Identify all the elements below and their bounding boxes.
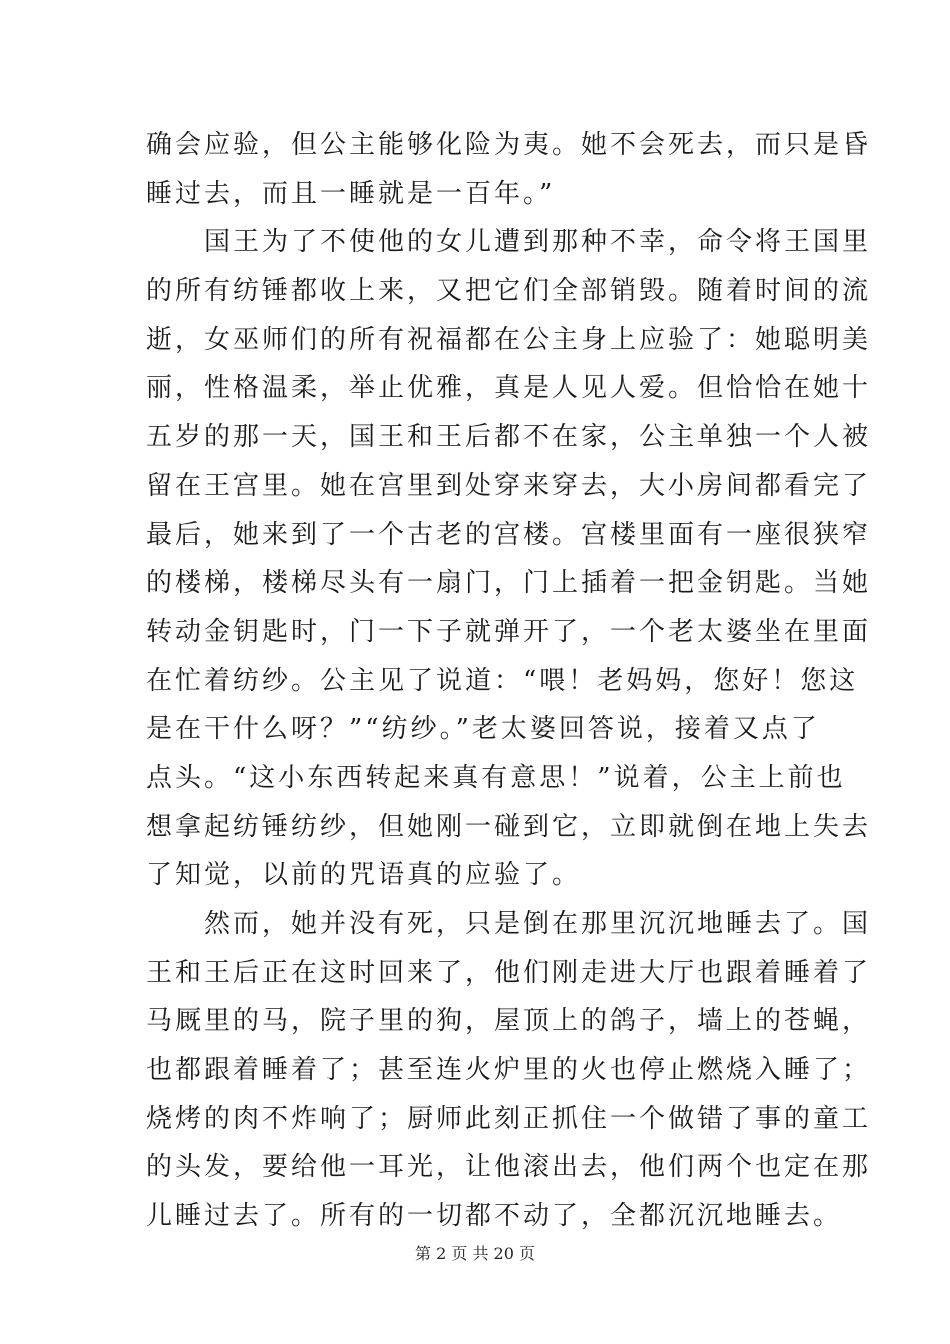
text-line: 转动金钥匙时，门一下子就弹开了，一个老太婆坐在里面	[146, 616, 872, 647]
text-line: 是在干什么呀？”“纺纱。”老太婆回答说，接着又点了	[146, 714, 820, 745]
text-line: 确会应验，但公主能够化险为夷。她不会死去，而只是昏	[146, 130, 872, 160]
text-line: 然而，她并没有死，只是倒在那里沉沉地睡去了。国	[146, 909, 872, 939]
text-line: 国王为了不使他的女儿遭到那种不幸，命令将王国里	[146, 227, 872, 258]
text-line: 儿睡过去了。所有的一切都不动了，全都沉沉地睡去。	[146, 1201, 843, 1232]
page-number-footer: 第 2 页 共 20 页	[415, 1244, 535, 1263]
text-line: 了知觉，以前的咒语真的应验了。	[146, 860, 582, 891]
text-line: 在忙着纺纱。公主见了说道：“喂！老妈妈，您好！您这	[146, 665, 859, 696]
text-line: 的所有纺锤都收上来，又把它们全部销毁。随着时间的流	[146, 276, 872, 307]
text-line: 烧烤的肉不炸响了；厨师此刻正抓住一个做错了事的童工	[146, 1103, 872, 1134]
text-line: 五岁的那一天，国王和王后都不在家，公主单独一个人被	[146, 422, 872, 453]
text-line: 逝，女巫师们的所有祝福都在公主身上应验了：她聪明美	[146, 324, 872, 355]
text-line: 点头。“这小东西转起来真有意思！”说着，公主上前也	[146, 762, 846, 793]
text-line: 睡过去，而且一睡就是一百年。”	[146, 178, 556, 209]
text-line: 想拿起纺锤纺纱，但她刚一碰到它，立即就倒在地上失去	[146, 811, 872, 842]
text-line: 王和王后正在这时回来了，他们刚走进大厅也跟着睡着了	[146, 957, 872, 988]
text-line: 留在王宫里。她在宫里到处穿来穿去，大小房间都看完了	[146, 470, 872, 501]
body-text	[146, 121, 872, 1241]
text-line: 丽，性格温柔，举止优雅，真是人见人爱。但恰恰在她十	[146, 373, 872, 404]
text-line: 马厩里的马，院子里的狗，屋顶上的鸽子，墙上的苍蝇，	[146, 1006, 872, 1037]
text-line: 的楼梯，楼梯尽头有一扇门，门上插着一把金钥匙。当她	[146, 568, 872, 599]
text-line: 的头发，要给他一耳光，让他滚出去，他们两个也定在那	[146, 1152, 872, 1183]
text-line: 也都跟着睡着了；甚至连火炉里的火也停止燃烧入睡了；	[146, 1055, 872, 1086]
text-line: 最后，她来到了一个古老的宫楼。宫楼里面有一座很狭窄	[146, 519, 872, 550]
